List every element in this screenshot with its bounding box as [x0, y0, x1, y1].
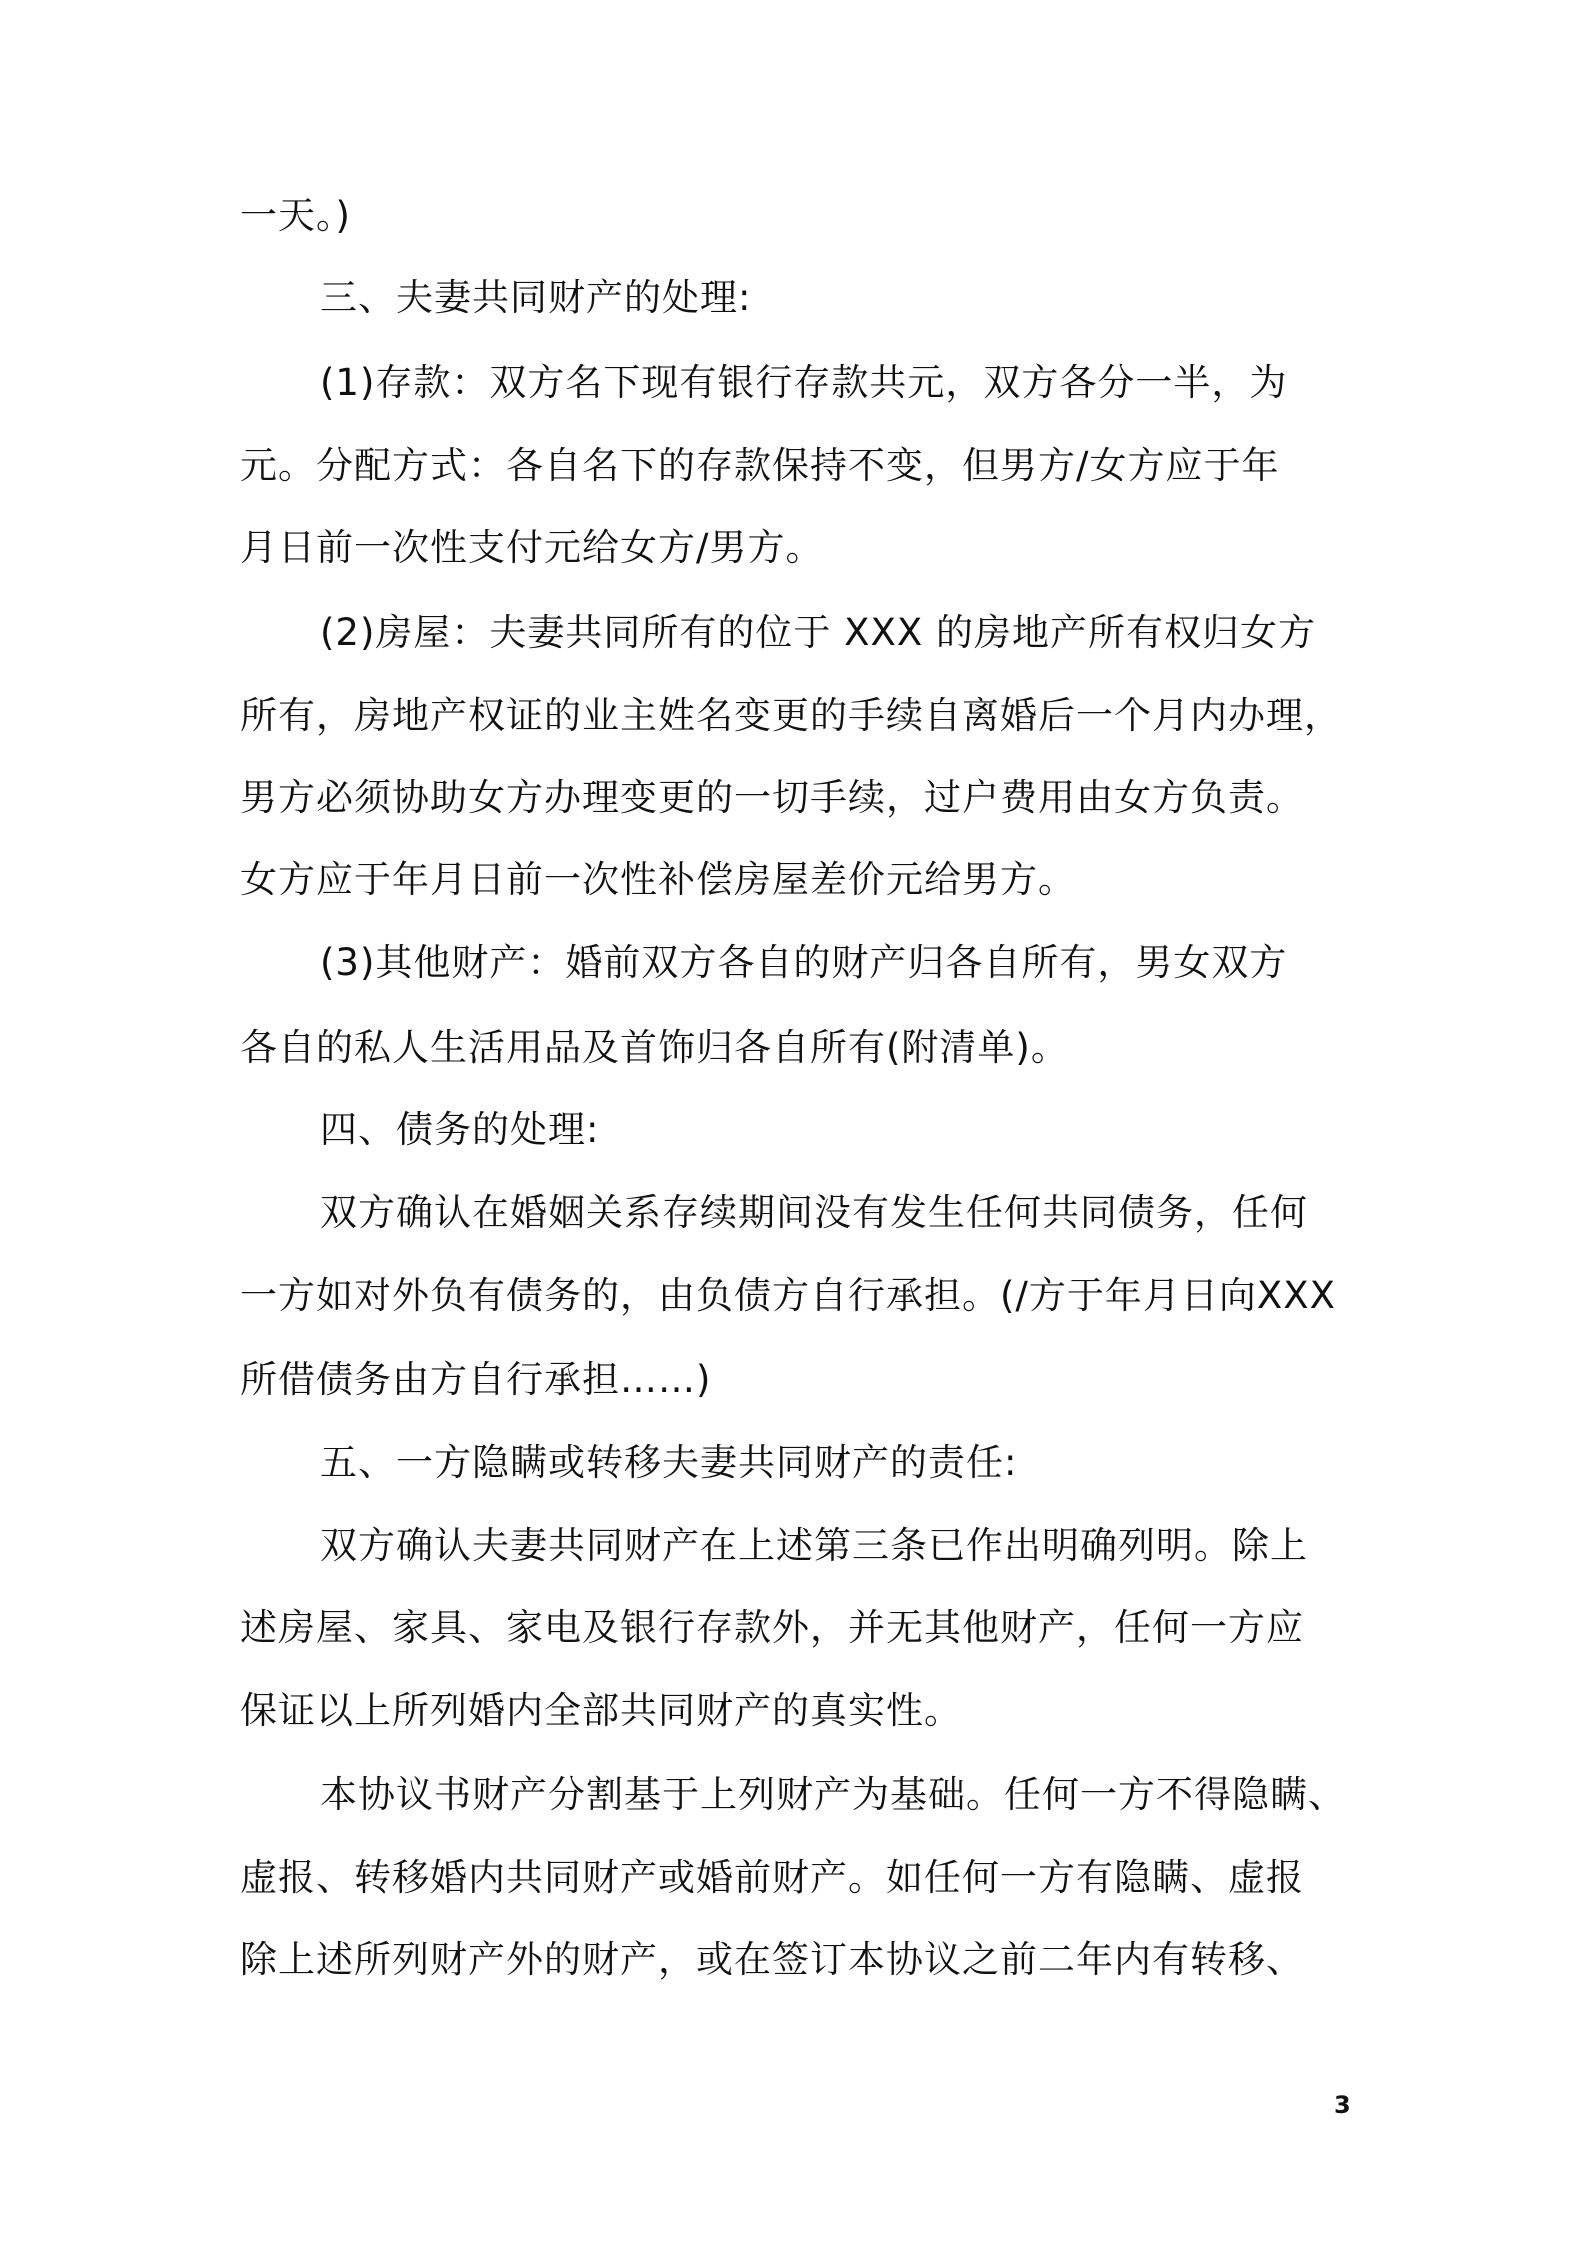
text-line: (3)其他财产：婚前双方各自的财产归各自所有，男女双方	[320, 941, 1288, 984]
text-line: (2)房屋：夫妻共同所有的位于 XXX 的房地产所有权归女方	[320, 611, 1316, 654]
text-line: 所借债务由方自行承担……)	[240, 1358, 712, 1401]
text-line: 述房屋、家具、家电及银行存款外，并无其他财产，任何一方应	[240, 1606, 1304, 1649]
text-line: 元。分配方式：各自名下的存款保持不变，但男方/女方应于年	[240, 444, 1280, 487]
text-line: 保证以上所列婚内全部共同财产的真实性。	[240, 1689, 962, 1732]
text-line: 虚报、转移婚内共同财产或婚前财产。如任何一方有隐瞒、虚报	[240, 1856, 1304, 1899]
text-line: 月日前一次性支付元给女方/男方。	[240, 526, 824, 569]
text-line: 本协议书财产分割基于上列财产为基础。任何一方不得隐瞒、	[320, 1773, 1346, 1816]
text-line: 一方如对外负有债务的，由负债方自行承担。(/方于年月日向XXX	[240, 1274, 1336, 1317]
text-line: 除上述所列财产外的财产，或在签订本协议之前二年内有转移、	[240, 1938, 1304, 1981]
text-line: 所有，房地产权证的业主姓名变更的手续自离婚后一个月内办理，	[240, 694, 1342, 737]
section-heading: 五、一方隐瞒或转移夫妻共同财产的责任:	[320, 1441, 1018, 1484]
text-line: 女方应于年月日前一次性补偿房屋差价元给男方。	[240, 858, 1076, 901]
text-line: 各自的私人生活用品及首饰归各自所有(附清单)。	[240, 1026, 1069, 1069]
text-line: 一天。)	[240, 194, 351, 237]
section-heading: 四、债务的处理:	[320, 1108, 600, 1151]
section-heading: 三、夫妻共同财产的处理:	[320, 276, 752, 319]
text-line: 男方必须协助女方办理变更的一切手续，过户费用由女方负责。	[240, 776, 1304, 819]
text-line: 双方确认在婚姻关系存续期间没有发生任何共同债务，任何	[320, 1191, 1308, 1234]
page-number: 3	[1334, 2091, 1351, 2119]
text-line: (1)存款：双方名下现有银行存款共元，双方各分一半，为	[320, 361, 1288, 404]
text-line: 双方确认夫妻共同财产在上述第三条已作出明确列明。除上	[320, 1524, 1308, 1567]
